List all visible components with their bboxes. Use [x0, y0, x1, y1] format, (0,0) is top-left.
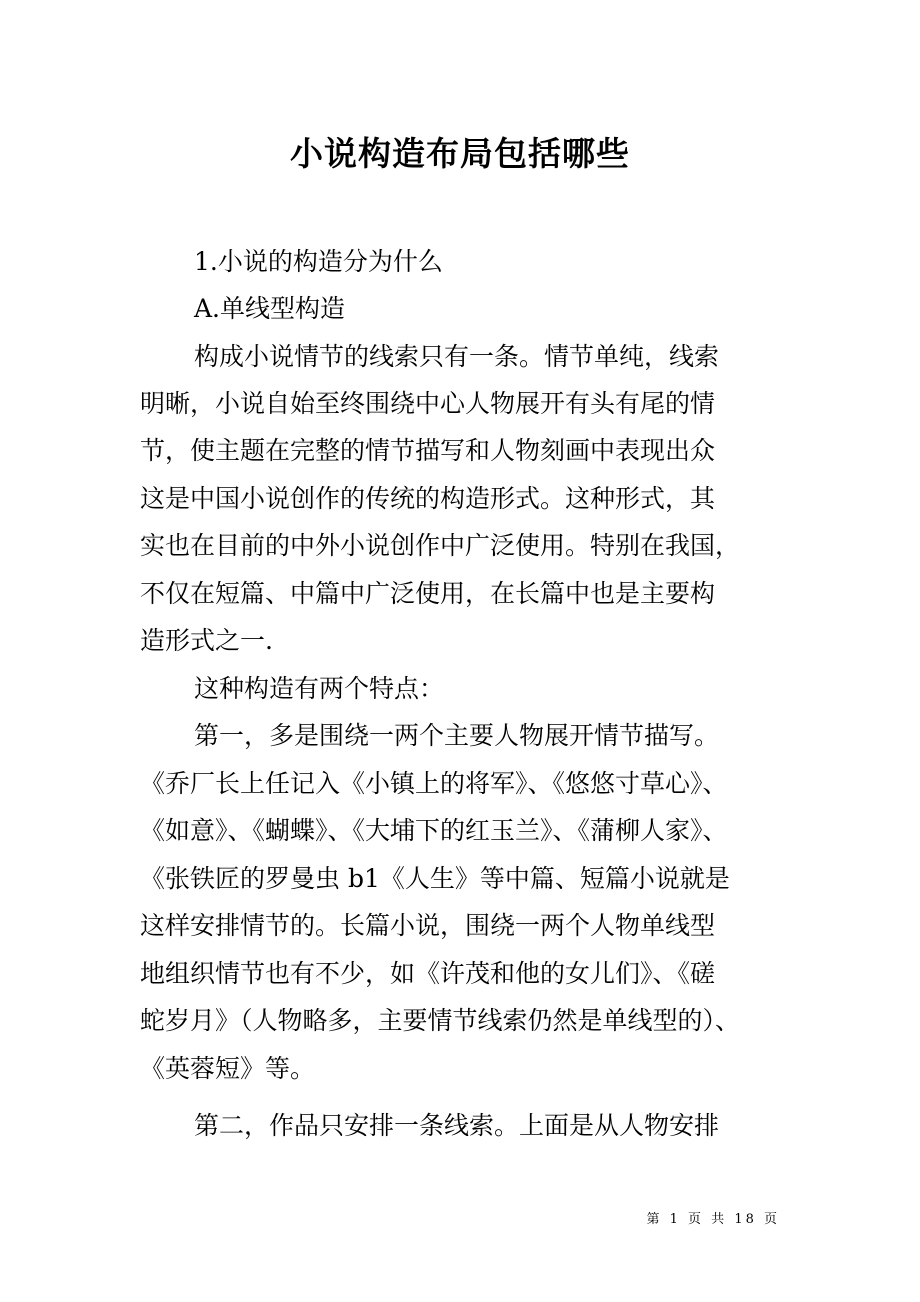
paragraph-line: 第一，多是围绕一两个主要人物展开情节描写。 [194, 721, 720, 750]
paragraph-line: 《英蓉短》等。 [140, 1054, 316, 1083]
paragraph-line: 《如意》、《蝴蝶》、《大埔下的红玉兰》、《蒲柳人家》、 [140, 816, 728, 845]
paragraph-line: 《张铁匠的罗曼虫 b1《人生》等中篇、短篇小说就是 [140, 864, 730, 893]
paragraph-line: 第二，作品只安排一条线索。上面是从人物安排 [194, 1111, 720, 1140]
paragraph-line: 明晰，小说自始至终围绕中心人物展开有头有尾的情 [140, 389, 716, 418]
page-number: 第 1 页 共 18 页 [646, 1212, 780, 1227]
section-heading: 1.小说的构造分为什么 [194, 247, 443, 276]
paragraph-line: 不仅在短篇、中篇中广泛使用，在长篇中也是主要构 [140, 579, 716, 608]
paragraph-line: 蛇岁月》（人物略多，主要情节线索仍然是单线型的）、 [140, 1006, 741, 1035]
paragraph-line: 这是中国小说创作的传统的构造形式。这种形式，其 [140, 484, 716, 513]
paragraph-line: 节，使主题在完整的情节描写和人物刻画中表现出众 [140, 436, 716, 465]
paragraph-line: 地组织情节也有不少，如《许茂和他的女儿们》、《磋 [140, 959, 716, 988]
paragraph-line: 实也在目前的中外小说创作中广泛使用。特别在我国， [140, 531, 741, 560]
paragraph-line: 这样安排情节的。长篇小说，围绕一两个人物单线型 [140, 911, 716, 940]
paragraph-line: 《乔厂长上任记入《小镇上的将军》、《悠悠寸草心》、 [140, 769, 728, 798]
paragraph-line: 这种构造有两个特点： [194, 674, 445, 703]
paragraph-line: 造形式之一. [140, 626, 273, 655]
subsection-heading: A.单线型构造 [194, 294, 346, 323]
page-title: 小说构造布局包括哪些 [290, 134, 630, 173]
paragraph-line: 构成小说情节的线索只有一条。情节单纯，线索 [194, 342, 720, 371]
